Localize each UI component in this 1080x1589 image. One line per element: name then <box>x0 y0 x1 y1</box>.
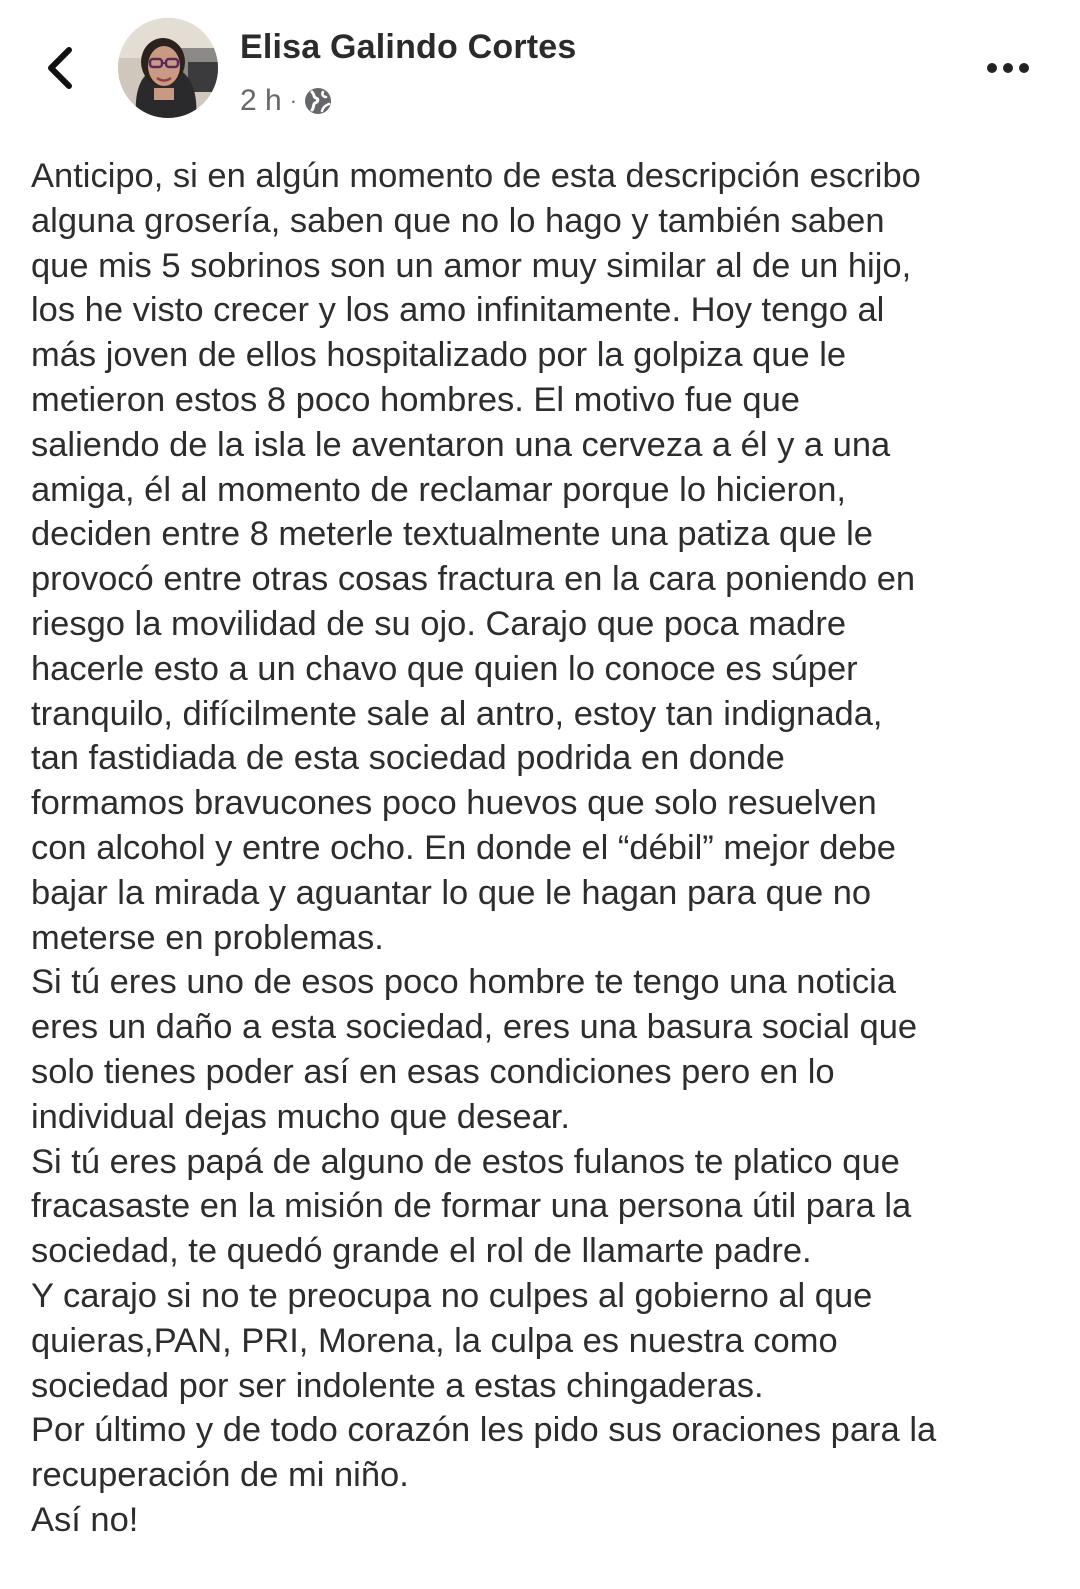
post-text-line: con alcohol y entre ocho. En donde el “débil” mejor debe <box>31 828 896 867</box>
post-text-line: saliendo de la isla le aventaron una cerveza a él y a una <box>31 425 891 464</box>
post-text-line: alguna grosería, saben que no lo hago y también saben <box>31 201 885 240</box>
post-meta <box>240 84 333 118</box>
more-dots-icon <box>986 62 1030 74</box>
meta-separator: · <box>289 88 298 113</box>
post-text-line: tan fastidiada de esta sociedad podrida en donde <box>31 739 785 778</box>
more-options-button[interactable] <box>980 50 1036 86</box>
post-text-line: sociedad por ser indolente a estas chingaderas. <box>31 1366 764 1405</box>
post-text-line: fracasaste en la misión de formar una persona útil para la <box>31 1187 912 1226</box>
post-text-line: formamos bravucones poco huevos que solo resuelven <box>31 784 877 823</box>
post-text-line: más joven de ellos hospitalizado por la golpiza que le <box>31 336 847 375</box>
post-text-line: provocó entre otras cosas fractura en la cara poniendo en <box>31 560 916 599</box>
post-text-line: Por último y de todo corazón les pido sus oraciones para la <box>31 1411 937 1450</box>
post-text-line: quieras,PAN, PRI, Morena, la culpa es nuestra como <box>31 1321 838 1360</box>
globe-icon <box>303 86 333 116</box>
post-text-line: Anticipo, si en algún momento de esta descripción escribo <box>31 157 921 195</box>
post-text-line: deciden entre 8 meterle textualmente una patiza que le <box>31 515 873 554</box>
post-text-line: Así no! <box>31 1500 139 1539</box>
post-text-line: sociedad, te quedó grande el rol de llamarte padre. <box>31 1232 812 1271</box>
post-body <box>31 154 1056 1543</box>
back-button[interactable] <box>36 40 84 96</box>
post-text-line: riesgo la movilidad de su ojo. Carajo que poca madre <box>31 604 847 643</box>
post-text-line: metieron estos 8 poco hombres. El motivo fue que <box>31 380 800 419</box>
author-name[interactable]: Elisa Galindo Cortes <box>240 28 577 66</box>
post-text-line: bajar la mirada y aguantar lo que le hagan para que no <box>31 873 872 912</box>
post-text-line: los he visto crecer y los amo infinitamente. Hoy tengo al <box>31 291 885 330</box>
post-text-line: individual dejas mucho que desear. <box>31 1097 570 1136</box>
post-text-line: recuperación de mi niño. <box>31 1456 409 1495</box>
post-text-line: Si tú eres papá de alguno de estos fulanos te platico que <box>31 1142 900 1181</box>
post-text-line: meterse en problemas. <box>31 918 384 957</box>
avatar[interactable] <box>118 18 218 118</box>
chevron-left-icon <box>45 46 75 90</box>
post-timestamp[interactable]: 2 h <box>240 84 282 117</box>
post-text-line: Y carajo si no te preocupa no culpes al gobierno al que <box>31 1276 873 1315</box>
post-text-line: amiga, él al momento de reclamar porque lo hicieron, <box>31 470 846 509</box>
post-text-line: Si tú eres uno de esos poco hombre te tengo una noticia <box>31 963 896 1002</box>
avatar-photo <box>118 18 218 118</box>
post-text-line: hacerle esto a un chavo que quien lo conoce es súper <box>31 649 858 688</box>
post-text-line: eres un daño a esta sociedad, eres una basura social que <box>31 1008 918 1047</box>
post-text-line: que mis 5 sobrinos son un amor muy similar al de un hijo, <box>31 246 912 285</box>
post-text-line: solo tienes poder así en esas condiciones pero en lo <box>31 1052 835 1091</box>
post-text-line: tranquilo, difícilmente sale al antro, estoy tan indignada, <box>31 694 883 733</box>
post-header <box>0 0 1080 140</box>
